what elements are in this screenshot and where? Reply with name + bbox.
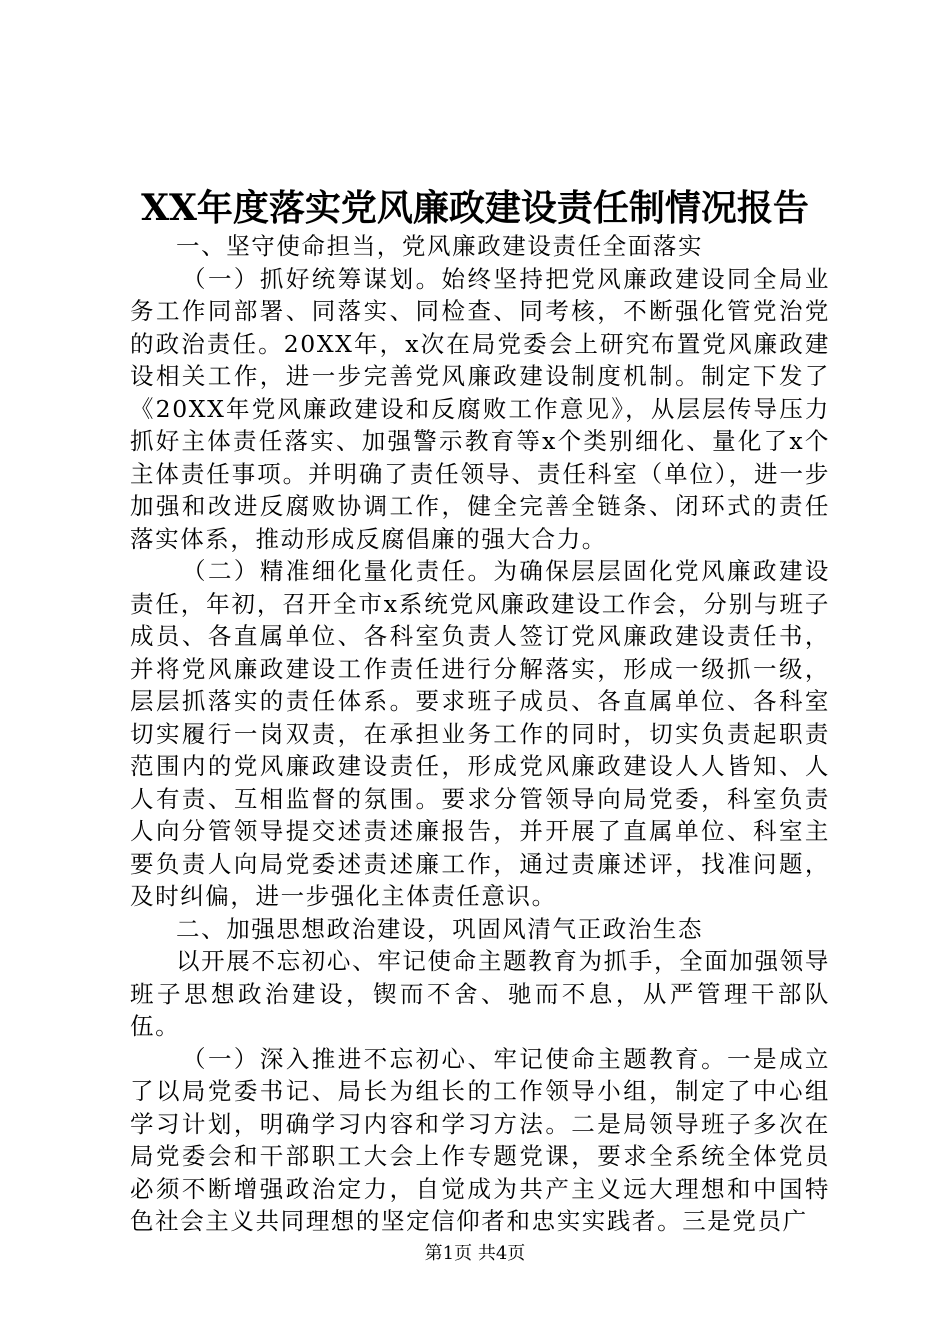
document-title: XX年度落实党风廉政建设责任制情况报告 xyxy=(141,187,809,229)
page-number-footer: 第1页 共4页 xyxy=(424,1243,526,1264)
document-body xyxy=(130,230,830,1238)
section-heading: 二、加强思想政治建设，巩固风清气正政治生态 xyxy=(176,914,704,943)
body-paragraph: （一）抓好统筹谋划。始终坚持把党风廉政建设同全局业务工作同部署、同落实、同检查、同考核，不断强化管党治党的政治责任。20XX年，x次在局党委会上研究布置党风廉政建设相关工作，进一步完善党风廉政建设制度机制。制定下发了《20XX年党风廉政建设和反腐败工作意见》，从层层传导压力抓好主体责任落实、加强警示教育等x个类别细化、量化了x个主体责任事项。并明确了责任领导、责任科室（单位），进一步加强和改进反腐败协调工作，健全完善全链条、闭环式的责任落实体系，推动形成反腐倡廉的强大合力。 xyxy=(130,264,830,553)
body-paragraph: （一）深入推进不忘初心、牢记使命主题教育。一是成立了以局党委书记、局长为组长的工作领导小组，制定了中心组学习计划，明确学习内容和学习方法。二是局领导班子多次在局党委会和干部职工大会上作专题党课，要求全系统全体党员必须不断增强政治定力，自觉成为共产主义远大理想和中国特色社会主义共同理想的坚定信仰者和忠实实践者。三是党员广 xyxy=(130,1044,830,1235)
body-paragraph: 以开展不忘初心、牢记使命主题教育为抓手，全面加强领导班子思想政治建设，锲而不舍、驰而不息，从严管理干部队伍。 xyxy=(130,947,830,1040)
body-paragraph: （二）精准细化量化责任。为确保层层固化党风廉政建设责任，年初，召开全市x系统党风廉政建设工作会，分别与班子成员、各直属单位、各科室负责人签订党风廉政建设责任书，并将党风廉政建设工作责任进行分解落实，形成一级抓一级，层层抓落实的责任体系。要求班子成员、各直属单位、各科室切实履行一岗双责，在承担业务工作的同时，切实负责起职责范围内的党风廉政建设责任，形成党风廉政建设人人皆知、人人有责、互相监督的氛围。要求分管领导向局党委，科室负责人向分管领导提交述责述廉报告，并开展了直属单位、科室主要负责人向局党委述责述廉工作，通过责廉述评，找准问题，及时纠偏，进一步强化主体责任意识。 xyxy=(130,557,830,910)
section-heading: 一、坚守使命担当，党风廉政建设责任全面落实 xyxy=(176,232,704,260)
